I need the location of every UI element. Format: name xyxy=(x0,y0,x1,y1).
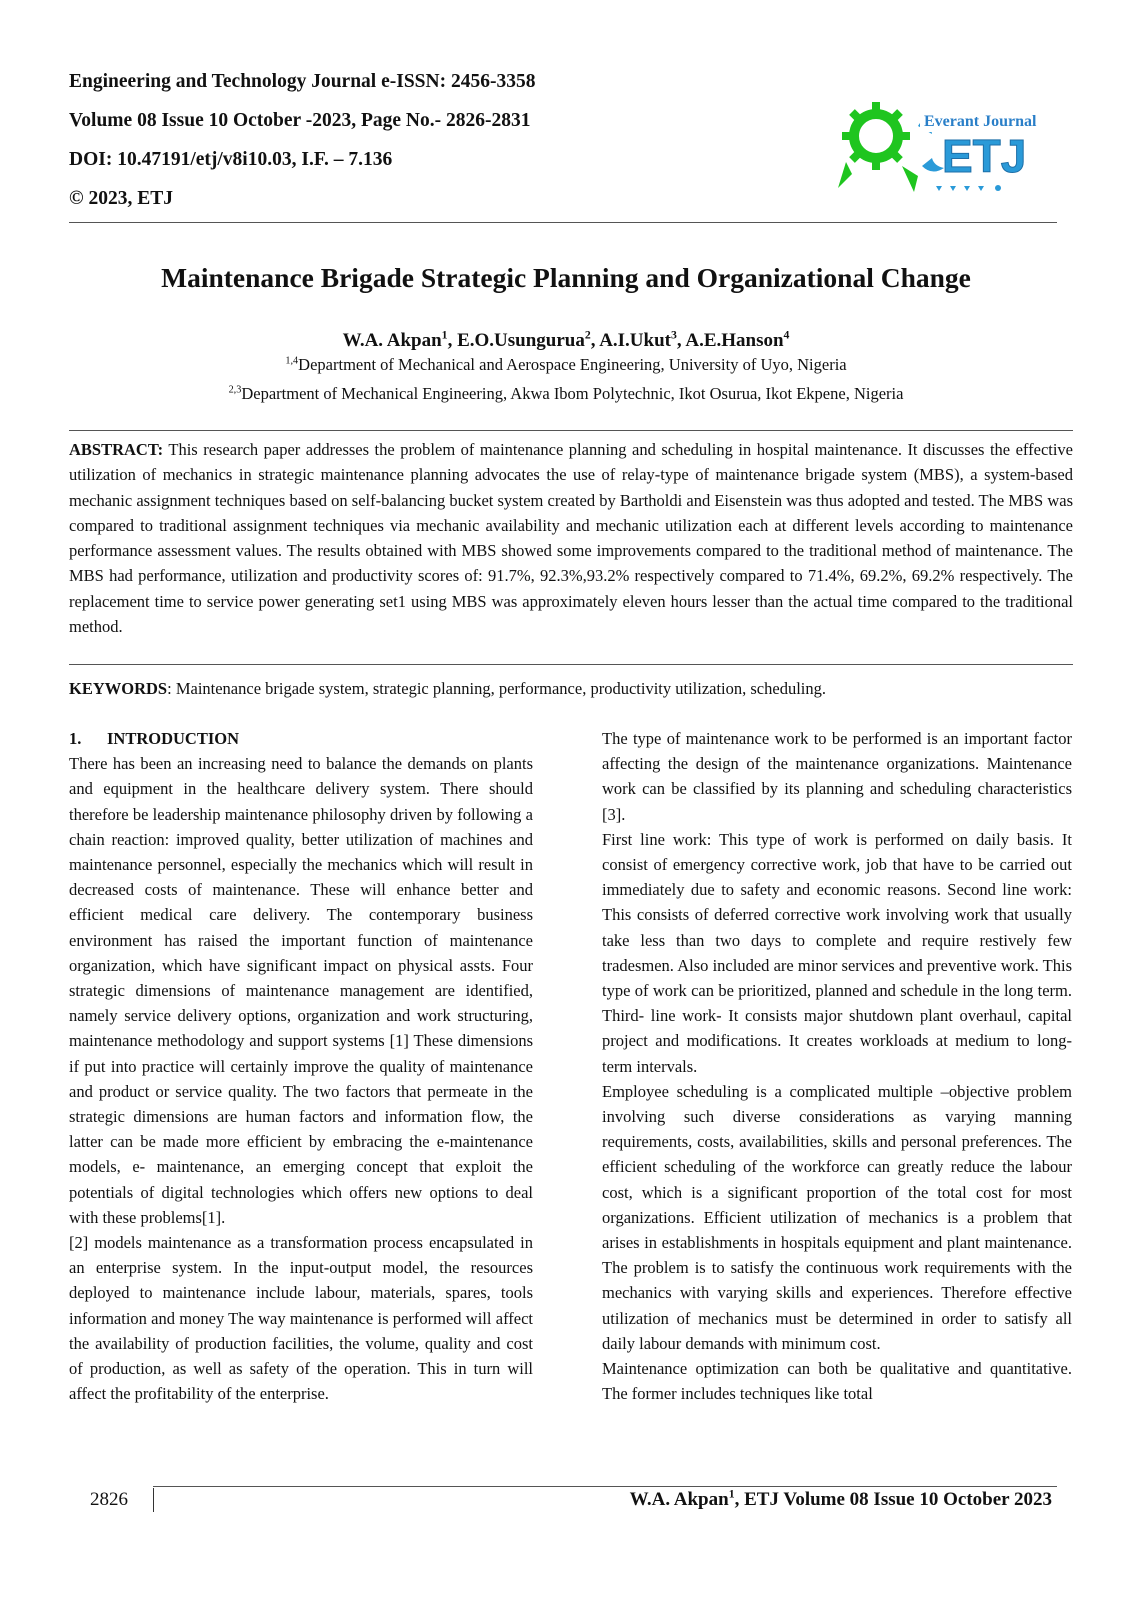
paragraph: The type of maintenance work to be performed is an important factor affecting the design of the maintenance organizations. Maintenance work can be classified by its planning and scheduling characteristics [3]. xyxy=(602,729,1072,824)
section-title: INTRODUCTION xyxy=(107,729,240,748)
author-sup: 4 xyxy=(783,328,790,342)
abstract-top-rule xyxy=(69,430,1073,431)
affiliation-sup: 1,4 xyxy=(285,355,299,367)
paragraph: Employee scheduling is a complicated multiple –objective problem involving such diverse considerations as varying manning requirements, costs, availabilities, skills and personal preferences. The efficient scheduling of the workforce can greatly reduce the labour cost, which is a significant proportion of the total cost for most organizations. Efficient utilization of mechanics is a problem that arises in establishments in hospitals equipment and plant maintenance. The problem is to satisfy the continuous work requirements with the mechanics with varying skills and experiences. Therefore effective utilization of mechanics must be determined in order to satisfy all daily labour demands with minimum cost. xyxy=(602,1081,1072,1353)
left-column xyxy=(69,726,533,1406)
section-heading xyxy=(69,726,533,751)
author-list: W.A. Akpan$^1$, E.O.Usungurua$^2$, A.I.Ukut$^3$, A.E.Hanson$^4$ xyxy=(342,328,790,351)
gear-icon xyxy=(838,102,918,192)
author-name: E.O.Usungurua xyxy=(457,330,585,351)
page-number: 2826 xyxy=(90,1489,128,1510)
header-divider xyxy=(69,222,1057,223)
author-sup: 2 xyxy=(584,328,591,342)
doi-info: DOI: 10.47191/etj/v8i10.03, I.F. – 7.136 xyxy=(69,149,393,170)
journal-name: Engineering and Technology Journal e-ISSN: 2456-3358 xyxy=(69,71,536,92)
journal-logo xyxy=(832,92,1042,200)
running-footer: W.A. Akpan$^1$, ETJ Volume 08 Issue 10 October 2023 xyxy=(629,1487,1052,1510)
volume-info: Volume 08 Issue 10 October -2023, Page No.- 2826-2831 xyxy=(69,110,531,131)
abstract-label: ABSTRACT: xyxy=(69,440,164,459)
abstract xyxy=(69,437,1073,639)
copyright: © 2023, ETJ xyxy=(69,188,173,209)
section-number: 1. xyxy=(69,729,82,748)
footer-rule xyxy=(153,1486,1057,1487)
affiliation-2: $^{2,3}$Department of Mechanical Engineering, Akwa Ibom Polytechnic, Ikot Osurua, Ikot Ekpene, Nigeria xyxy=(228,384,904,403)
paragraph: Maintenance optimization can both be qualitative and quantitative. The former includes techniques like total xyxy=(602,1359,1072,1404)
abstract-text: This research paper addresses the problem of maintenance planning and scheduling in hospital maintenance. It discusses the effective utilization of mechanics in strategic maintenance planning advocates the use of relay-type of maintenance brigade system (MBS), a system-based mechanic assignment techniques based on self-balancing bucket system created by Bartholdi and Eisenstein was thus adopted and tested. The MBS was compared to traditional assignment techniques via mechanic availability and mechanic utilization each at different levels according to maintenance performance assessment values. The results obtained with MBS showed some improvements compared to the traditional method of maintenance. The MBS had performance, utilization and productivity scores of: 91.7%, 92.3%,93.2% respectively compared to 71.4%, 69.2%, 69.2% respectively. The replacement time to service power generating set1 using MBS was approximately eleven hours lesser than the actual time compared to the traditional method. xyxy=(69,440,1074,637)
affiliation-1: $^{1,4}$Department of Mechanical and Aerospace Engineering, University of Uyo, Nigeria xyxy=(285,355,847,374)
author-name: A.E.Hanson xyxy=(685,330,784,351)
logo-acronym: ETJ xyxy=(942,130,1027,182)
author-sup: 3 xyxy=(671,328,677,342)
footer-separator xyxy=(153,1488,154,1512)
paragraph: There has been an increasing need to balance the demands on plants and equipment in the healthcare delivery system. There should therefore be leadership maintenance philosophy driven by following a chain reaction: improved quality, better utilization of machines and maintenance personnel, especially the mechanics which will result in decreased costs of maintenance. These will enhance better and efficient medical care delivery. The contemporary business environment has raised the important function of maintenance organization, which have significant impact on physical assts. Four strategic dimensions of maintenance management are identified, namely service delivery options, organization and work structuring, maintenance methodology and support systems [1] These dimensions if put into practice will certainly improve the quality of maintenance and product or service quality. The two factors that permeate in the strategic dimensions are human factors and information flow, the latter can be made more efficient by embracing the e-maintenance models, e- maintenance, an emerging concept that exploit the potentials of digital technologies which offers new options to deal with these problems[1]. xyxy=(69,754,533,1227)
right-column xyxy=(602,726,1072,1406)
keywords xyxy=(69,676,1073,701)
paper-title: Maintenance Brigade Strategic Planning and Organizational Change xyxy=(161,262,971,293)
author-name: W.A. Akpan xyxy=(342,330,442,351)
paragraph: First line work: This type of work is performed on daily basis. It consist of emergency corrective work, job that have to be carried out immediately due to safety and economic reasons. Second line work: This consists of deferred corrective work involving work that usually take less than two days to complete and require restively few tradesmen. Also included are minor services and preventive work. This type of work can be prioritized, planned and schedule in the long term. Third- line work- It consists major shutdown plant overhaul, capital project and modifications. It creates workloads at medium to long-term intervals. xyxy=(602,829,1072,1076)
keywords-label: KEYWORDS xyxy=(69,679,168,698)
keywords-text: : Maintenance brigade system, strategic planning, performance, productivity utilization, scheduling. xyxy=(167,679,826,698)
author-sup: 1 xyxy=(441,328,448,342)
abstract-bottom-rule xyxy=(69,664,1073,665)
author-name: A.I.Ukut xyxy=(599,330,671,351)
paragraph: [2] models maintenance as a transformation process encapsulated in an enterprise system. In the input-output model, the resources deployed to maintenance include labour, materials, spares, tools information and money The way maintenance is performed will affect the availability of production facilities, the volume, quality and cost of production, as well as safety of the operation. This in turn will affect the profitability of the enterprise. xyxy=(69,1233,533,1404)
affiliation-sup: 2,3 xyxy=(228,384,242,396)
logo-subtitle: Everant Journal xyxy=(924,113,1037,130)
